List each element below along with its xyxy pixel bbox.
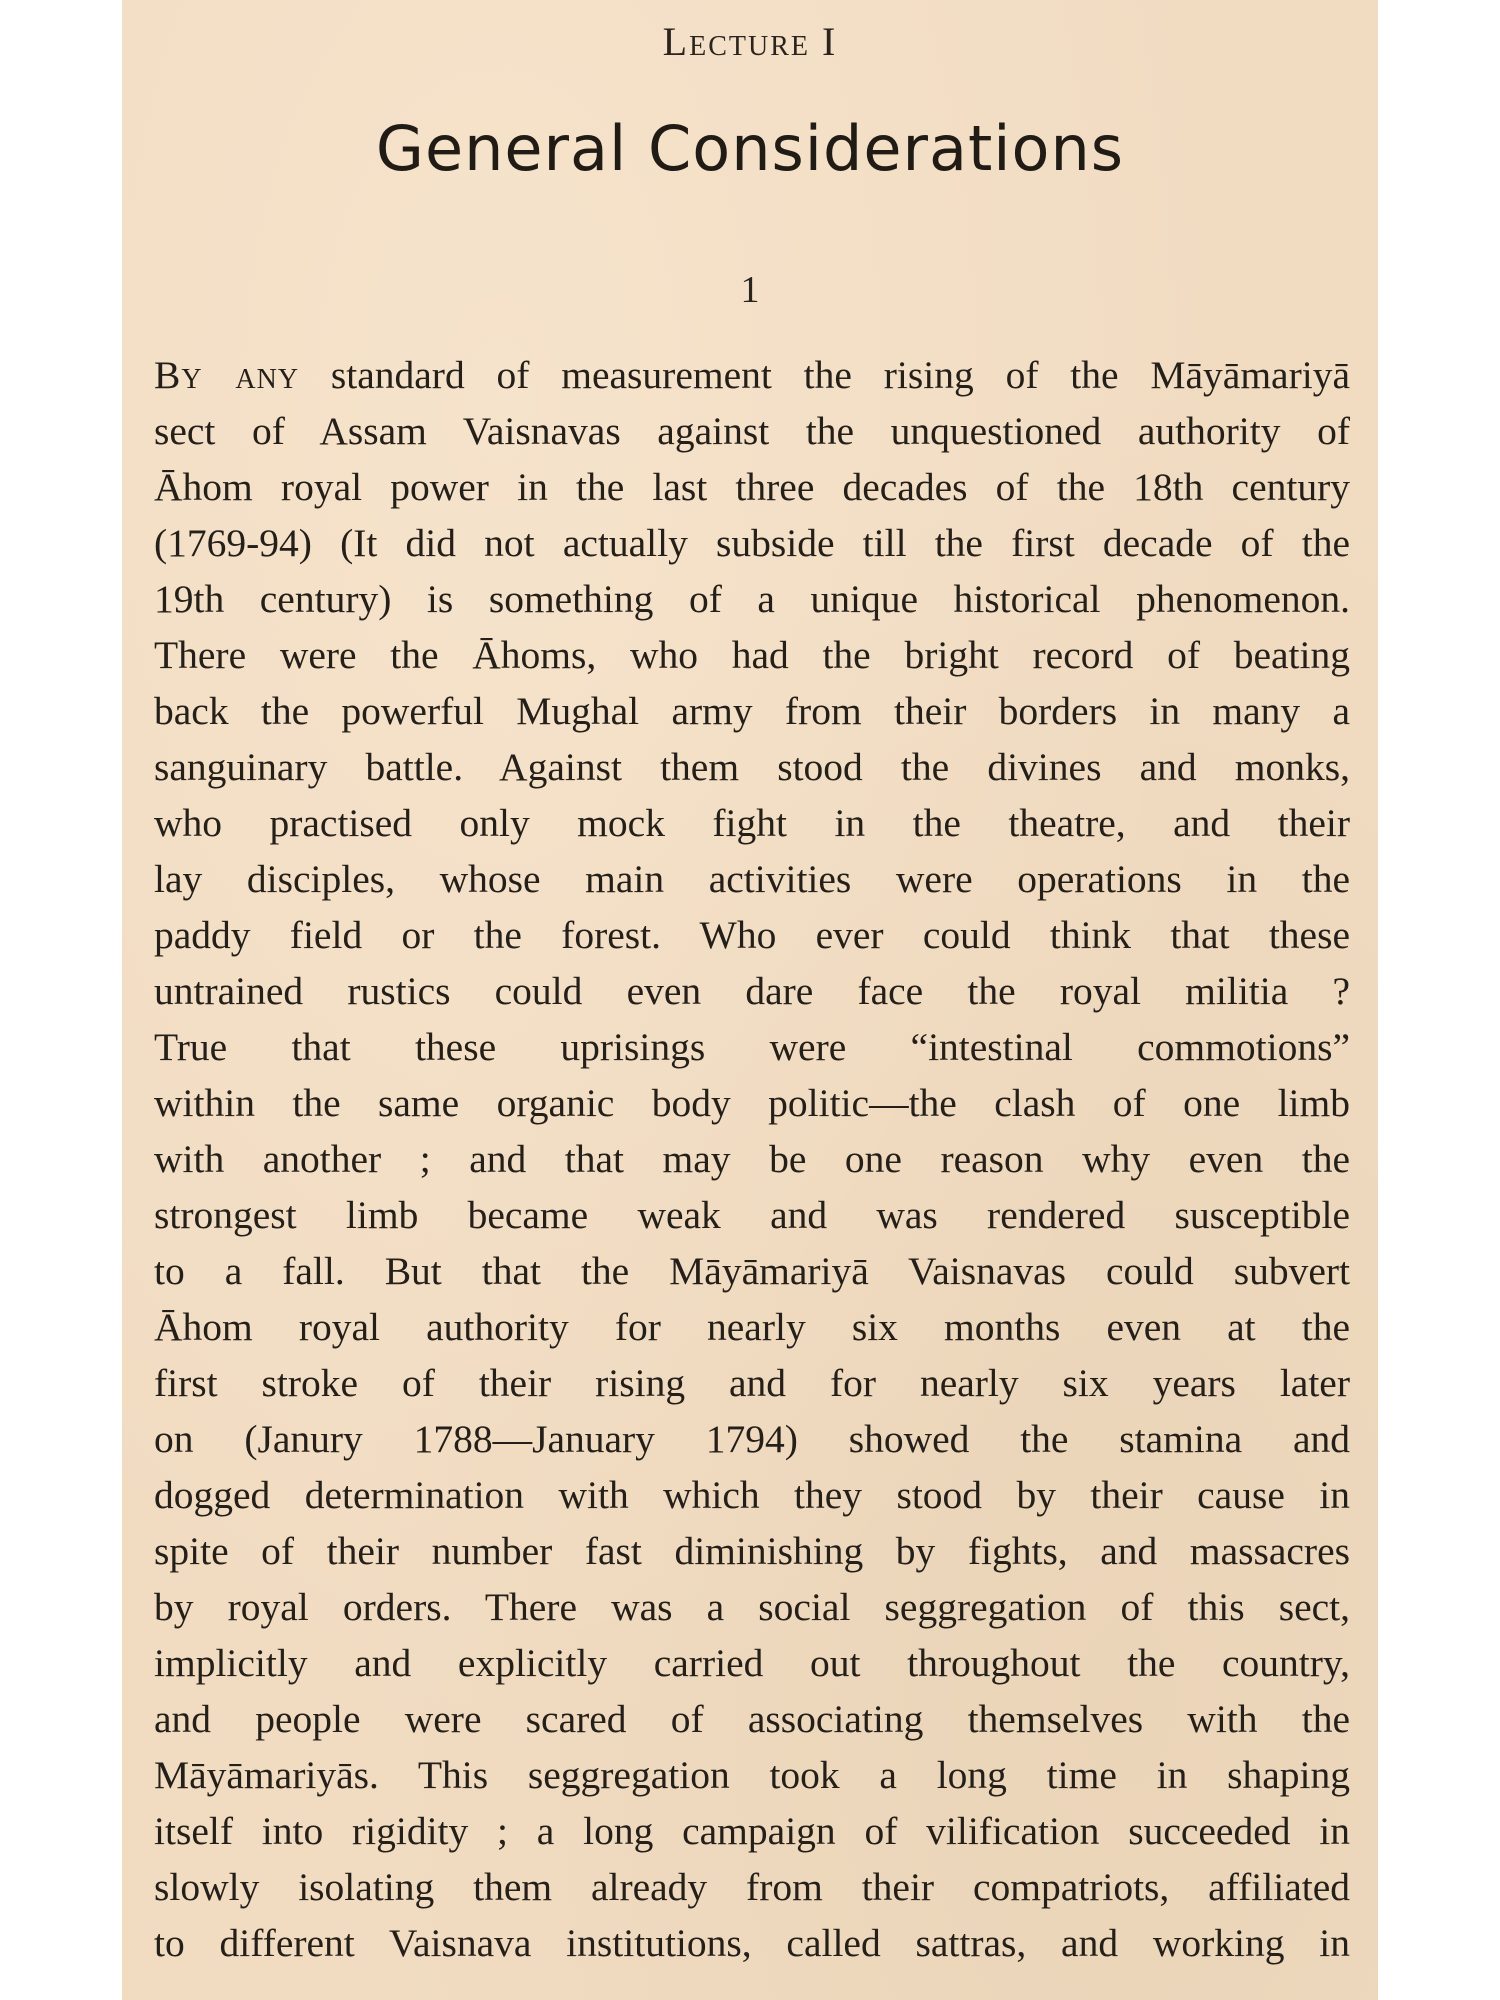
text-line: on (Janury 1788—January 1794) showed the stamina and [154, 1417, 1350, 1461]
text-line: Āhom royal authority for nearly six months even at the [154, 1305, 1350, 1349]
text-line: by royal orders. There was a social seggregation of this sect, [154, 1585, 1350, 1629]
text-line: itself into rigidity ; a long campaign of vilification succeeded in [154, 1809, 1350, 1853]
text-line: True that these uprisings were “intestinal commotions” [154, 1025, 1350, 1069]
text-line-1-rest: standard of measurement the rising of the Māyāmariyā [299, 353, 1350, 397]
text-line: with another ; and that may be one reason why even the [154, 1137, 1350, 1181]
lead-in-small-caps: By any [154, 353, 300, 397]
text-line: Āhom royal power in the last three decades of the 18th century [154, 465, 1350, 509]
text-line: 19th century) is something of a unique historical phenomenon. [154, 577, 1350, 621]
section-number: 1 [740, 269, 760, 311]
text-line: to a fall. But that the Māyāmariyā Vaisnavas could subvert [154, 1249, 1350, 1293]
text-line: slowly isolating them already from their compatriots, affiliated [154, 1865, 1350, 1909]
text-line: back the powerful Mughal army from their borders in many a [154, 689, 1350, 733]
book-page [122, 0, 1378, 2000]
text-line: first stroke of their rising and for nearly six years later [154, 1361, 1350, 1405]
text-line: who practised only mock fight in the theatre, and their [154, 801, 1350, 845]
text-line: paddy field or the forest. Who ever could think that these [154, 913, 1350, 957]
chapter-title: General Considerations [375, 112, 1125, 185]
body-text [154, 347, 1350, 1971]
text-line: implicitly and explicitly carried out throughout the country, [154, 1641, 1350, 1685]
text-line: strongest limb became weak and was rendered susceptible [154, 1193, 1350, 1237]
text-line: to different Vaisnava institutions, called sattras, and working in [154, 1921, 1350, 1965]
text-line: spite of their number fast diminishing by fights, and massacres [154, 1529, 1350, 1573]
text-line: lay disciples, whose main activities were operations in the [154, 857, 1350, 901]
text-line: untrained rustics could even dare face the royal militia ? [154, 969, 1350, 1013]
lecture-label: Lecture I [662, 19, 838, 64]
text-line: There were the Āhoms, who had the bright record of beating [154, 633, 1350, 677]
text-line: sect of Assam Vaisnavas against the unquestioned authority of [154, 409, 1350, 453]
text-line: and people were scared of associating themselves with the [154, 1697, 1350, 1741]
text-line: dogged determination with which they stood by their cause in [154, 1473, 1350, 1517]
text-line: sanguinary battle. Against them stood the divines and monks, [154, 745, 1350, 789]
text-line: within the same organic body politic—the clash of one limb [154, 1081, 1350, 1125]
text-line: Māyāmariyās. This seggregation took a long time in shaping [154, 1753, 1350, 1797]
text-line: (1769-94) (It did not actually subside till the first decade of the [154, 521, 1350, 565]
text-line-1 [154, 347, 1350, 403]
